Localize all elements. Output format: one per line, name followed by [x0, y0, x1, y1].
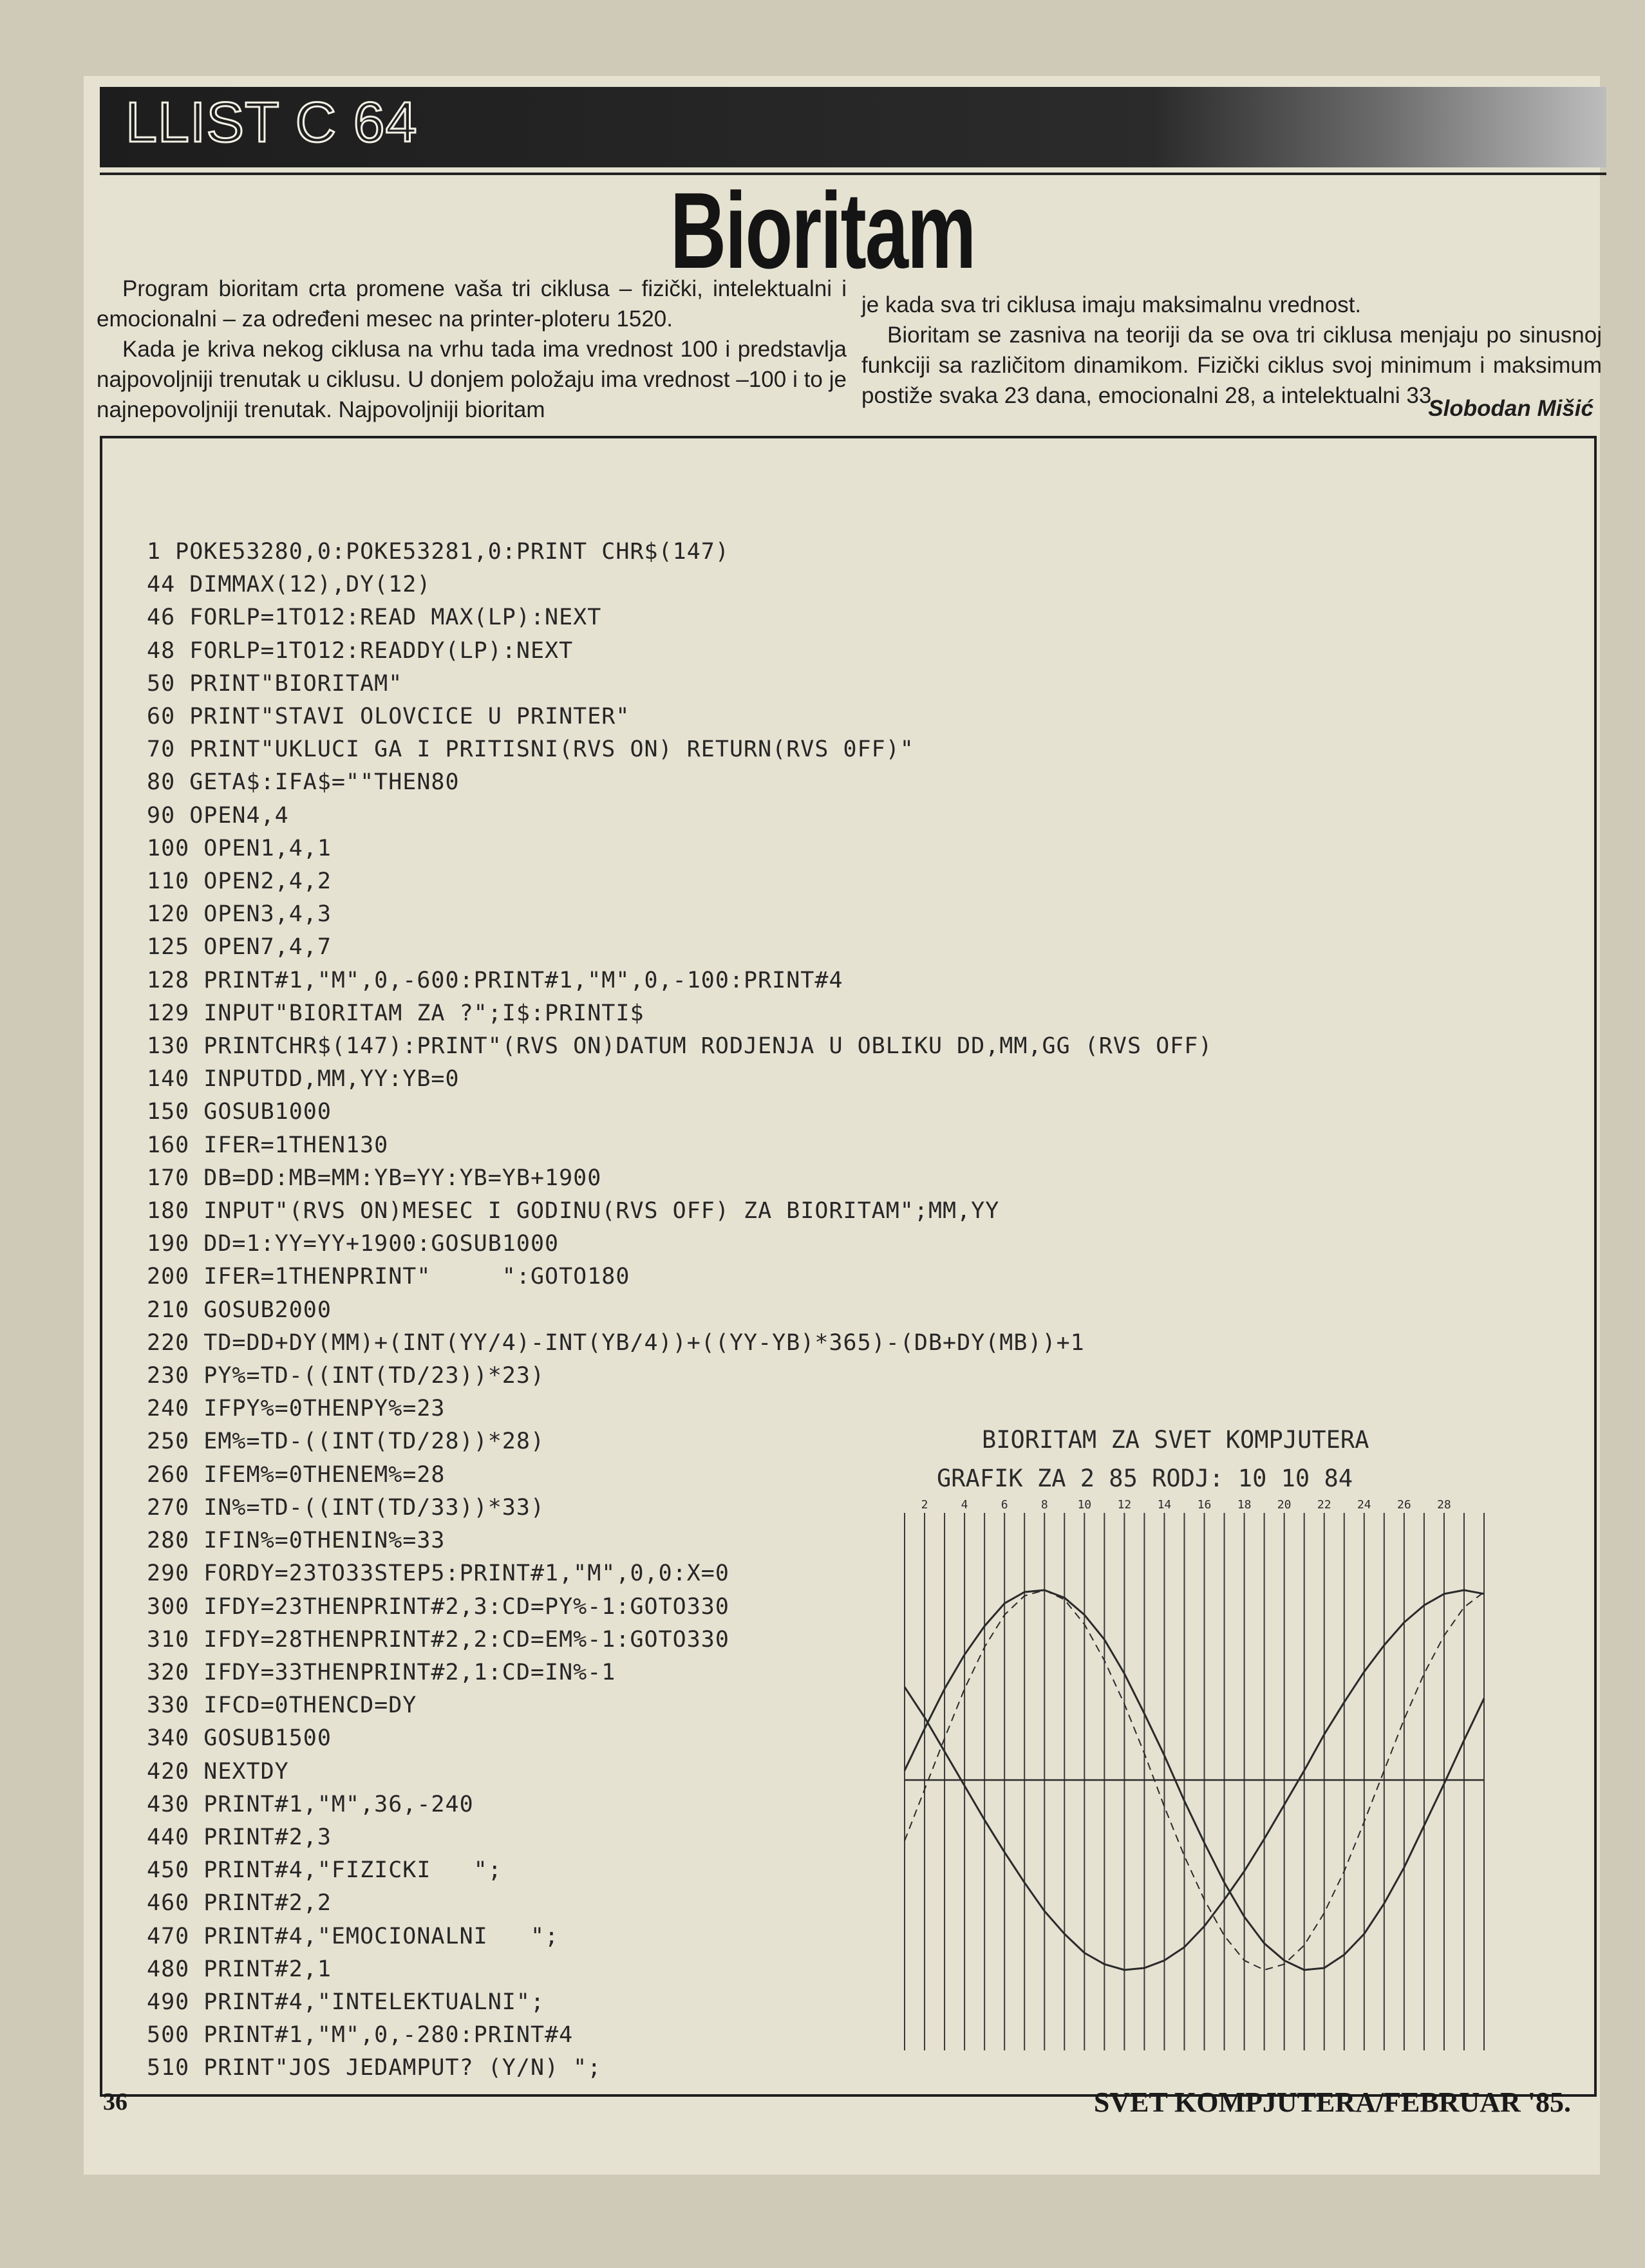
code-line: 110 OPEN2,4,2	[147, 868, 332, 895]
code-line: 170 DB=DD:MB=MM:YB=YY:YB=YB+1900	[147, 1165, 602, 1191]
code-line: 120 OPEN3,4,3	[147, 901, 332, 928]
x-tick-label: 2	[921, 1498, 928, 1512]
code-line: 290 FORDY=23TO33STEP5:PRINT#1,"M",0,0:X=0	[147, 1560, 729, 1587]
code-line: 50 PRINT"BIORITAM"	[147, 670, 403, 697]
code-line: 150 GOSUB1000	[147, 1099, 332, 1125]
code-line: 420 NEXTDY	[147, 1758, 289, 1785]
intro-paragraph: Kada je kriva nekog ciklusa na vrhu tada ima vrednost 100 i predstavlja najpovoljniji trenutak u ciklusu. U donjem položaju ima vrednost –100 i to je najnepovoljniji trenutak. Najpovoljniji bioritam	[97, 337, 847, 422]
x-tick-label: 24	[1357, 1498, 1371, 1512]
author-name: Slobodan Mišić	[1428, 396, 1593, 421]
code-line: 210 GOSUB2000	[147, 1297, 332, 1323]
code-line: 280 IFIN%=0THENIN%=33	[147, 1528, 446, 1554]
code-line: 80 GETA$:IFA$=""THEN80	[147, 769, 460, 796]
code-line: 130 PRINTCHR$(147):PRINT"(RVS ON)DATUM RODJENJA U OBLIKU DD,MM,GG (RVS OFF)	[147, 1033, 1213, 1060]
code-line: 60 PRINT"STAVI OLOVCICE U PRINTER"	[147, 704, 630, 730]
intro-paragraph: je kada sva tri ciklusa imaju maksimalnu vrednost.	[861, 292, 1362, 317]
code-line: 250 EM%=TD-((INT(TD/28))*28)	[147, 1429, 545, 1455]
code-line: 125 OPEN7,4,7	[147, 934, 332, 961]
code-line: 450 PRINT#4,"FIZICKI ";	[147, 1857, 502, 1884]
code-line: 320 IFDY=33THENPRINT#2,1:CD=IN%-1	[147, 1659, 616, 1685]
intro-paragraph: Bioritam se zasniva na teoriji da se ova tri ciklusa menjaju po sinusnoj funkciji sa različitom dinamikom. Fizički ciklus svoj minimum i maksimum postiže svaka 23 dana, emocionalni 28, a intelektualni 33.	[861, 323, 1602, 408]
code-line: 440 PRINT#2,3	[147, 1824, 332, 1850]
x-tick-label: 20	[1277, 1498, 1292, 1512]
code-line: 128 PRINT#1,"M",0,-600:PRINT#1,"M",0,-100:PRINT#4	[147, 967, 843, 993]
code-line: 270 IN%=TD-((INT(TD/33))*33)	[147, 1494, 545, 1521]
code-line: 200 IFER=1THENPRINT" ":GOTO180	[147, 1264, 630, 1290]
code-line: 460 PRINT#2,2	[147, 1890, 332, 1917]
page-number: 36	[103, 2088, 127, 2115]
section-banner	[100, 87, 1606, 167]
code-line: 190 DD=1:YY=YY+1900:GOSUB1000	[147, 1231, 559, 1257]
code-line: 1 POKE53280,0:POKE53281,0:PRINT CHR$(147)	[147, 539, 729, 565]
code-line: 140 INPUTDD,MM,YY:YB=0	[147, 1066, 460, 1092]
x-tick-label: 26	[1397, 1498, 1411, 1512]
code-line: 330 IFCD=0THENCD=DY	[147, 1692, 417, 1719]
x-tick-label: 14	[1157, 1498, 1172, 1512]
x-tick-label: 28	[1437, 1498, 1451, 1512]
code-line: 180 INPUT"(RVS ON)MESEC I GODINU(RVS OFF) ZA BIORITAM";MM,YY	[147, 1198, 1000, 1224]
code-line: 44 DIMMAX(12),DY(12)	[147, 572, 431, 598]
code-line: 48 FORLP=1TO12:READDY(LP):NEXT	[147, 637, 574, 664]
code-line: 500 PRINT#1,"M",0,-280:PRINT#4	[147, 2022, 574, 2048]
x-tick-label: 4	[961, 1498, 968, 1512]
code-line: 430 PRINT#1,"M",36,-240	[147, 1791, 474, 1817]
code-line: 300 IFDY=23THENPRINT#2,3:CD=PY%-1:GOTO330	[147, 1593, 729, 1620]
x-tick-label: 6	[1001, 1498, 1008, 1512]
biorhythm-chart	[895, 1497, 1494, 2063]
intro-paragraph: Program bioritam crta promene vaša tri ciklusa – fizički, intelektualni i emocionalni – za određeni mesec na printer-ploteru 1520.	[97, 276, 847, 332]
code-line: 46 FORLP=1TO12:READ MAX(LP):NEXT	[147, 604, 602, 631]
code-line: 129 INPUT"BIORITAM ZA ?";I$:PRINTI$	[147, 1000, 644, 1026]
code-line: 70 PRINT"UKLUCI GA I PRITISNI(RVS ON) RETURN(RVS 0FF)"	[147, 736, 914, 763]
code-line: 480 PRINT#2,1	[147, 1956, 332, 1982]
printout-subtitle: GRAFIK ZA 2 85 RODJ: 10 10 84	[937, 1465, 1353, 1492]
code-line: 260 IFEM%=0THENEM%=28	[147, 1461, 446, 1488]
section-title: LLIST C 64	[126, 90, 418, 154]
intro-right-column	[861, 290, 1602, 411]
code-line: 100 OPEN1,4,1	[147, 835, 332, 861]
code-line: 490 PRINT#4,"INTELEKTUALNI";	[147, 1989, 545, 2015]
x-tick-label: 8	[1040, 1498, 1048, 1512]
code-line: 510 PRINT"JOS JEDAMPUT? (Y/N) ";	[147, 2055, 602, 2081]
code-line: 220 TD=DD+DY(MM)+(INT(YY/4)-INT(YB/4))+((YY-YB)*365)-(DB+DY(MB))+1	[147, 1329, 1085, 1356]
code-line: 310 IFDY=28THENPRINT#2,2:CD=EM%-1:GOTO330	[147, 1626, 729, 1653]
intro-left-column	[97, 274, 847, 425]
x-tick-label: 18	[1237, 1498, 1252, 1512]
code-line: 340 GOSUB1500	[147, 1725, 332, 1752]
code-line: 470 PRINT#4,"EMOCIONALNI ";	[147, 1923, 559, 1949]
code-line: 160 IFER=1THEN130	[147, 1132, 389, 1158]
x-tick-label: 12	[1117, 1498, 1132, 1512]
printout-title: BIORITAM ZA SVET KOMPJUTERA	[982, 1426, 1369, 1454]
magazine-footer: SVET KOMPJUTERA/FEBRUAR '85.	[1093, 2086, 1571, 2118]
x-tick-label: 22	[1317, 1498, 1331, 1512]
article-title: Bioritam	[670, 170, 975, 291]
code-line: 240 IFPY%=0THENPY%=23	[147, 1396, 446, 1422]
code-line: 90 OPEN4,4	[147, 802, 289, 829]
x-tick-label: 16	[1197, 1498, 1212, 1512]
code-line: 230 PY%=TD-((INT(TD/23))*23)	[147, 1363, 545, 1389]
x-tick-label: 10	[1077, 1498, 1092, 1512]
